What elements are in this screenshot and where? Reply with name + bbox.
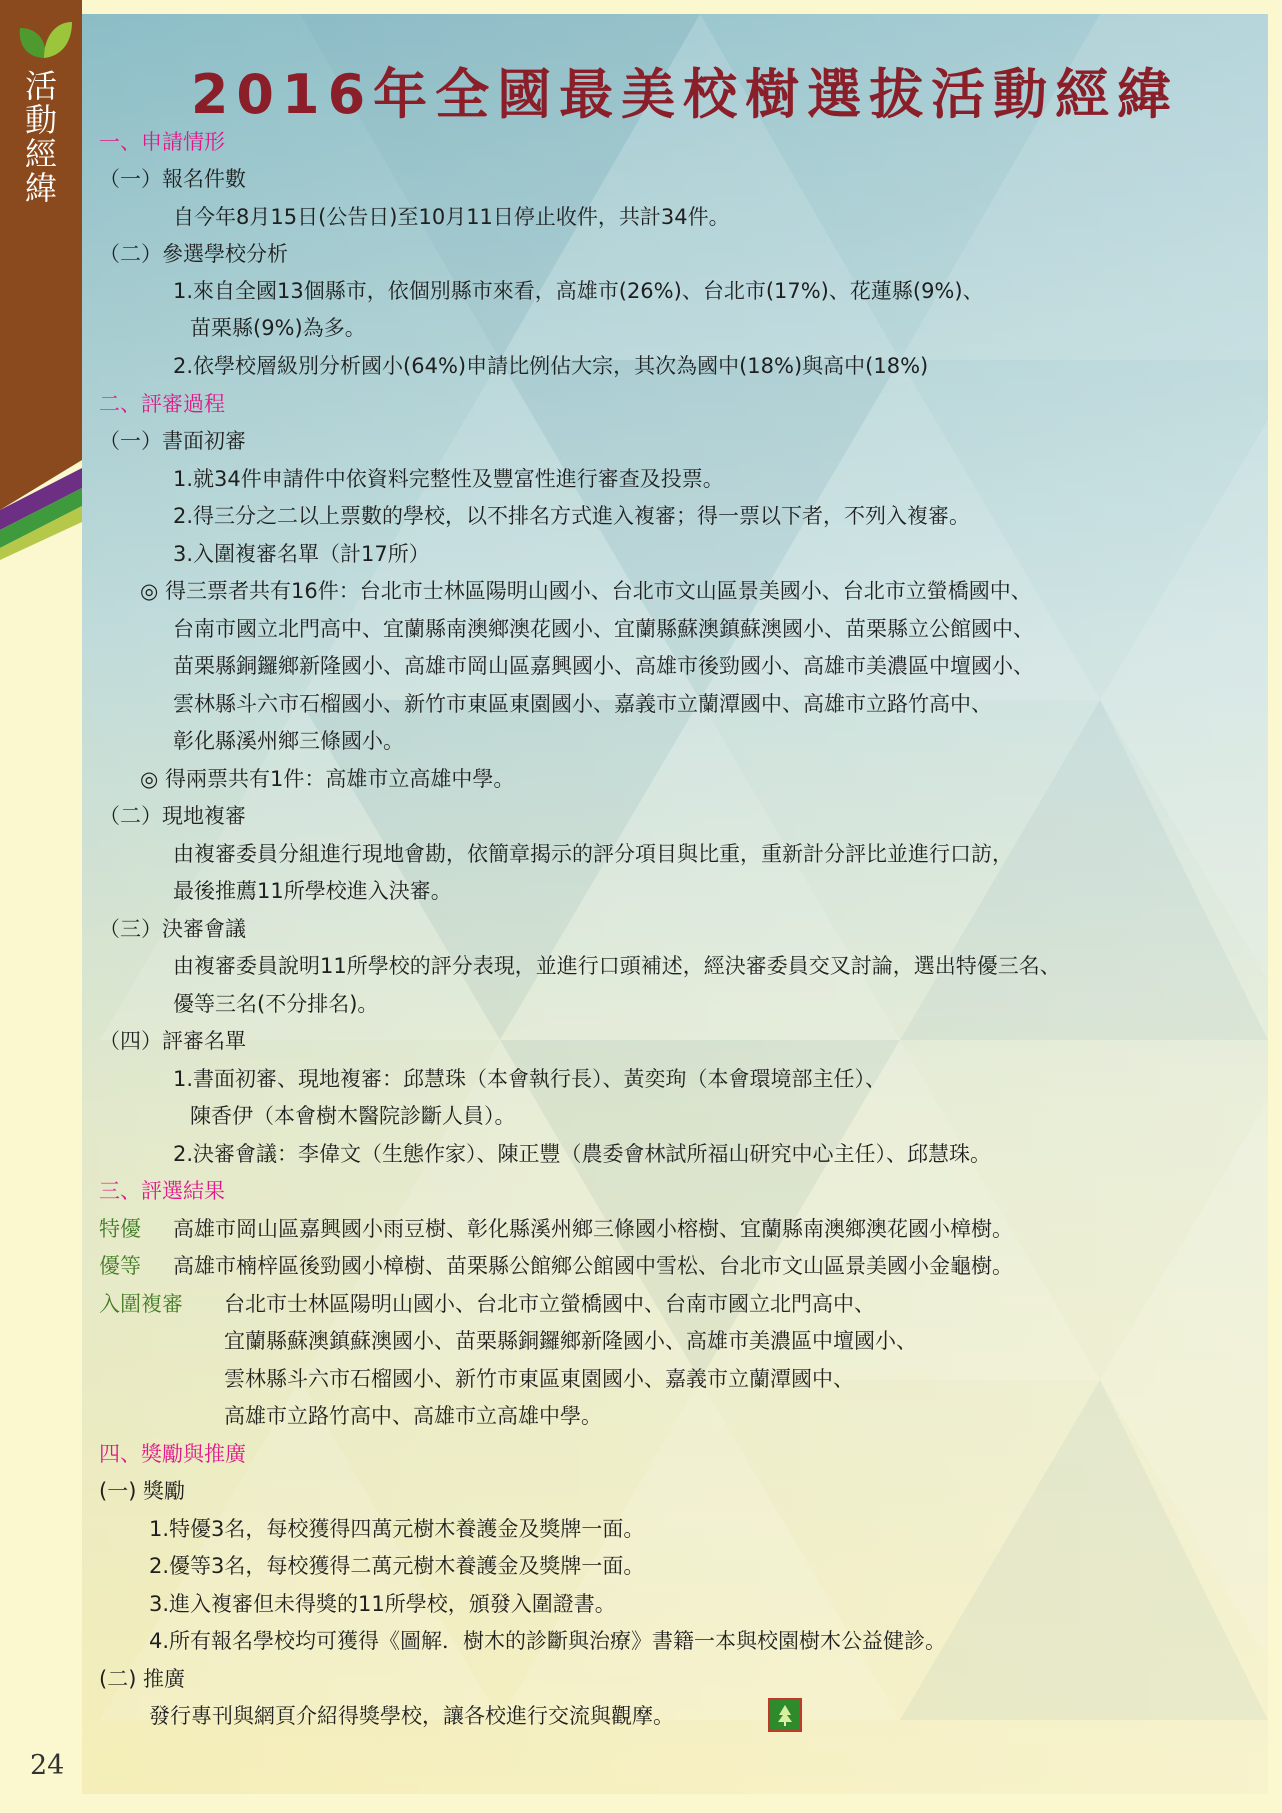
body-text: 自今年8月15日(公告日)至10月11日停止收件，共計34件。	[173, 205, 730, 229]
sidebar-label-char: 動	[24, 101, 57, 139]
subsection-heading: （二）現地複審	[99, 804, 246, 828]
body-text: ◎ 得三票者共有16件：台北市士林區陽明山國小、台北市文山區景美國小、台北市立螢橋國中、	[140, 579, 1032, 603]
body-text: 1.特優3名，每校獲得四萬元樹木養護金及獎牌一面。	[149, 1517, 645, 1541]
body-text: 高雄市楠梓區後勁國小樟樹、苗栗縣公館鄉公館國中雪松、台北市文山區景美國小金龜樹。	[173, 1254, 1013, 1278]
body-text: 宜蘭縣蘇澳鎮蘇澳國小、苗栗縣銅鑼鄉新隆國小、高雄市美濃區中壇國小、	[224, 1329, 917, 1353]
body-text: ◎ 得兩票共有1件：高雄市立高雄中學。	[140, 767, 515, 791]
body-text: 台北市士林區陽明山國小、台北市立螢橋國中、台南市國立北門高中、	[224, 1292, 875, 1316]
body-text: 由複審委員說明11所學校的評分表現，並進行口頭補述，經決審委員交叉討論，選出特優三名、	[173, 954, 1061, 978]
body-text: 1.書面初審、現地複審：邱慧珠（本會執行長）、黃奕珣（本會環境部主任）、	[173, 1067, 887, 1091]
result-label-finalist: 入圍複審	[99, 1292, 183, 1316]
result-label-excellent: 優等	[99, 1254, 141, 1278]
page-number: 24	[30, 1750, 65, 1781]
body-text: 雲林縣斗六市石榴國小、新竹市東區東園國小、嘉義市立蘭潭國中、	[224, 1367, 854, 1391]
result-label-top: 特優	[99, 1217, 141, 1241]
body-text: 2.決審會議：李偉文（生態作家）、陳正豐（農委會林試所福山研究中心主任）、邱慧珠。	[173, 1142, 992, 1166]
body-text: 高雄市岡山區嘉興國小雨豆樹、彰化縣溪州鄉三條國小榕樹、宜蘭縣南澳鄉澳花國小樟樹。	[173, 1217, 1013, 1241]
body-text: 4.所有報名學校均可獲得《圖解．樹木的診斷與治療》書籍一本與校園樹木公益健診。	[149, 1629, 947, 1653]
subsection-heading: （三）決審會議	[99, 917, 246, 941]
body-text: 發行專刊與網頁介紹得獎學校，讓各校進行交流與觀摩。	[149, 1704, 674, 1728]
subsection-heading: （四）評審名單	[99, 1029, 246, 1053]
section-heading-results: 三、評選結果	[99, 1179, 225, 1203]
body-text: 2.優等3名，每校獲得二萬元樹木養護金及獎牌一面。	[149, 1554, 645, 1578]
sidebar-label-char: 緯	[24, 169, 57, 207]
body-text: 優等三名(不分排名)。	[173, 992, 379, 1016]
body-text: 陳香伊（本會樹木醫院診斷人員）。	[190, 1104, 516, 1128]
body-text: 2.得三分之二以上票數的學校，以不排名方式進入複審；得一票以下者，不列入複審。	[173, 504, 971, 528]
sidebar-label-char: 經	[24, 135, 57, 173]
subsection-heading: （一）書面初審	[99, 429, 246, 453]
body-text: 苗栗縣銅鑼鄉新隆國小、高雄市岡山區嘉興國小、高雄市後勁國小、高雄市美濃區中壇國小、	[173, 654, 1034, 678]
body-text: 苗栗縣(9%)為多。	[190, 316, 366, 340]
subsection-heading: （一）報名件數	[99, 167, 246, 191]
body-text: 3.進入複審但未得獎的11所學校，頒發入圍證書。	[149, 1592, 616, 1616]
body-text: 由複審委員分組進行現地會勘，依簡章揭示的評分項目與比重，重新計分評比並進行口訪，	[173, 842, 1013, 866]
section-heading-review: 二、評審過程	[99, 392, 225, 416]
leaf-icon	[16, 14, 74, 62]
subsection-heading: (一) 獎勵	[99, 1479, 186, 1503]
body-text: 雲林縣斗六市石榴國小、新竹市東區東園國小、嘉義市立蘭潭國中、高雄市立路竹高中、	[173, 692, 992, 716]
sidebar-label-char: 活	[24, 67, 57, 105]
body-text: 1.來自全國13個縣市，依個別縣市來看，高雄市(26%)、台北市(17%)、花蓮縣(9%)、	[173, 279, 984, 303]
page-title: 2016年全國最美校樹選拔活動經緯	[190, 63, 1180, 126]
body-text: 3.入圍複審名單（計17所）	[173, 542, 430, 566]
tree-logo-icon	[768, 1698, 802, 1732]
section-heading-application: 一、申請情形	[99, 130, 225, 154]
body-text: 高雄市立路竹高中、高雄市立高雄中學。	[224, 1404, 602, 1428]
section-heading-rewards: 四、獎勵與推廣	[99, 1442, 246, 1466]
body-text: 2.依學校層級別分析國小(64%)申請比例佔大宗，其次為國中(18%)與高中(18%)	[173, 354, 929, 378]
body-text: 最後推薦11所學校進入決審。	[173, 879, 452, 903]
subsection-heading: （二）參選學校分析	[99, 242, 288, 266]
subsection-heading: (二) 推廣	[99, 1667, 186, 1691]
body-text: 台南市國立北門高中、宜蘭縣南澳鄉澳花國小、宜蘭縣蘇澳鎮蘇澳國小、苗栗縣立公館國中、	[173, 617, 1034, 641]
body-text: 1.就34件申請件中依資料完整性及豐富性進行審查及投票。	[173, 467, 724, 491]
body-text: 彰化縣溪州鄉三條國小。	[173, 729, 404, 753]
